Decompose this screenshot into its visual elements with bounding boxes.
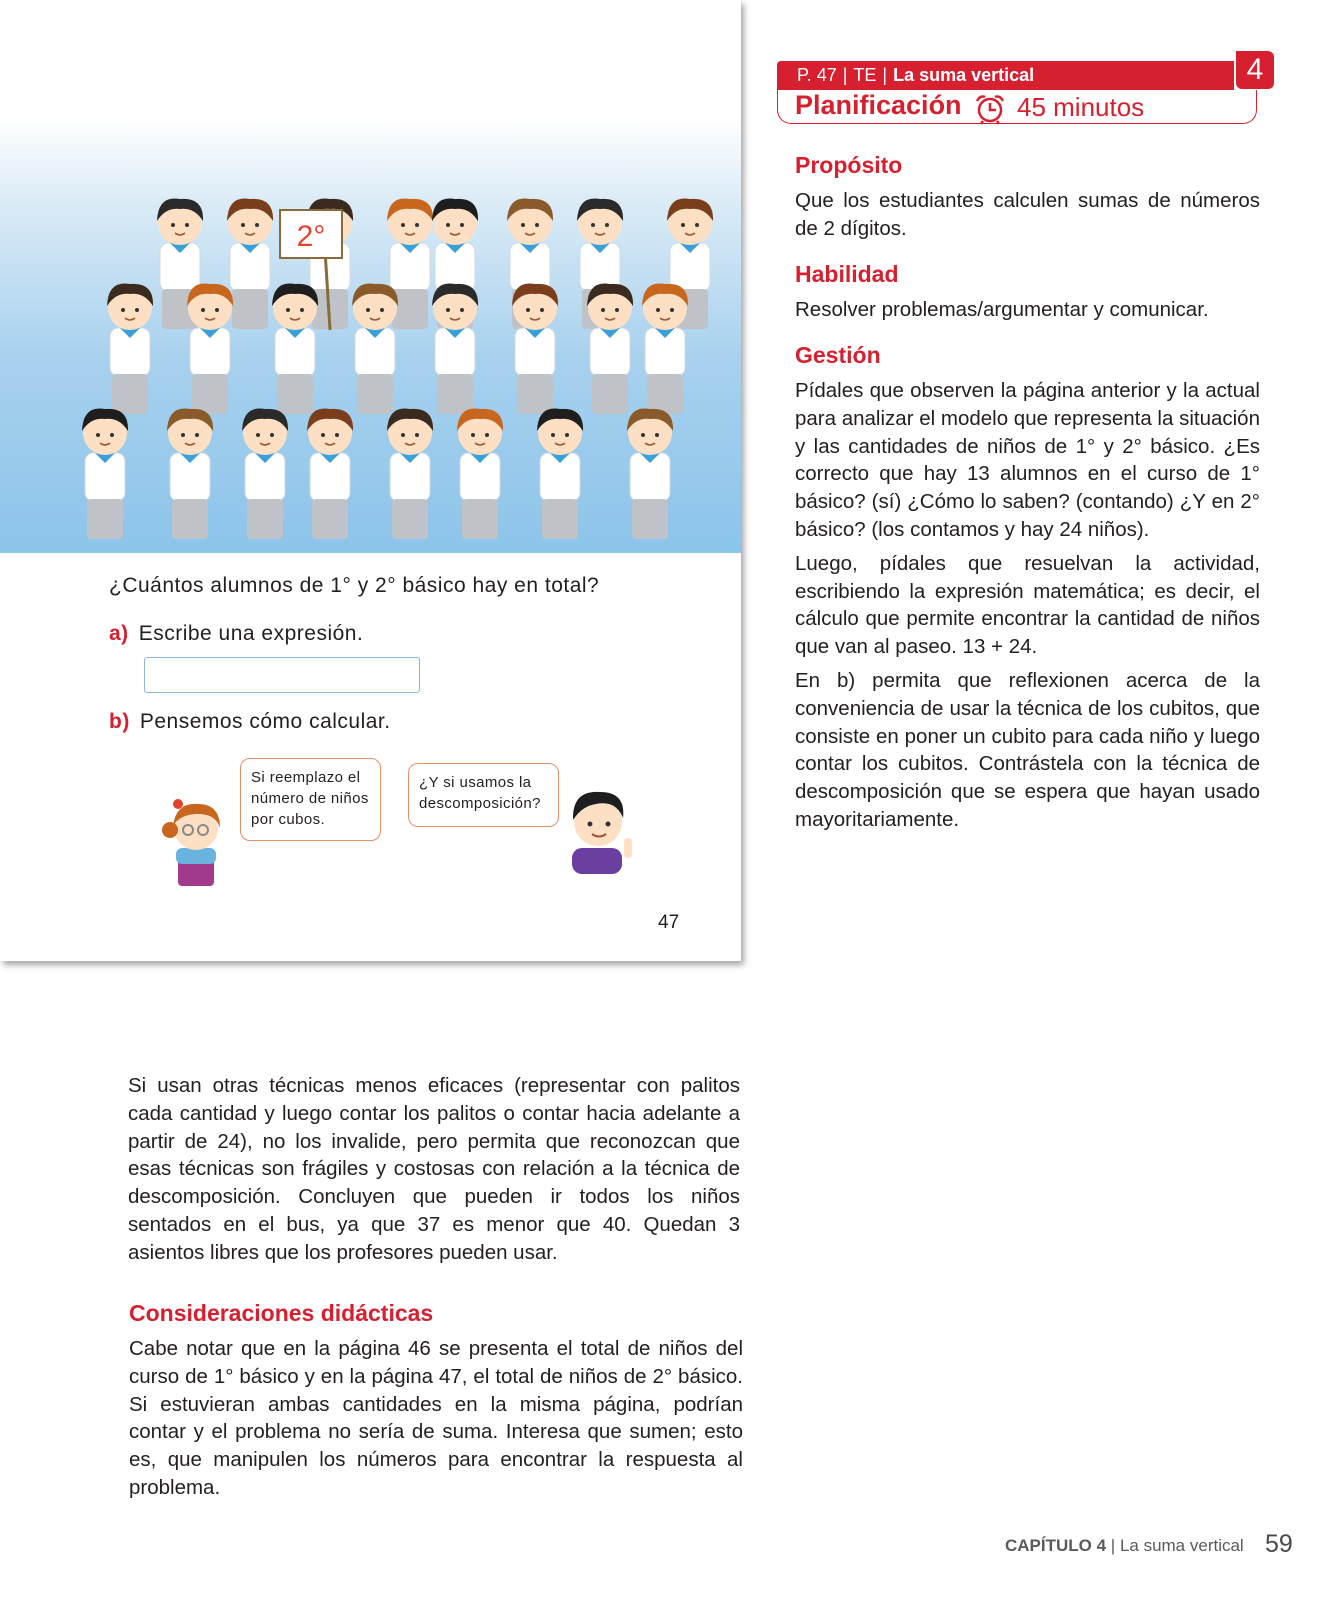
planning-title: Planificación <box>795 90 962 120</box>
edition-label: TE <box>853 65 877 85</box>
footer-chapter-title: La suma vertical <box>1119 1536 1244 1555</box>
child-figure <box>512 283 558 414</box>
habilidad-text: Resolver problemas/argumentar y comunicar. <box>795 298 1209 321</box>
proposito-text: Que los estudiantes calculen sumas de números de 2 dígitos. <box>795 189 1260 240</box>
item-a-label: a) <box>109 622 129 645</box>
child-figure <box>272 283 318 414</box>
child-figure <box>352 283 398 414</box>
item-b-label: b) <box>109 710 130 733</box>
speech-bubble-cubes: Si reemplazo el número de niños por cubos. <box>240 758 381 841</box>
child-figure <box>537 408 583 539</box>
student-book-page <box>0 0 741 961</box>
child-figure <box>227 198 273 329</box>
footer-chapter-label: CAPÍTULO 4 <box>1005 1536 1107 1555</box>
consideraciones-text: Cabe notar que en la página 46 se presenta el total de niños del curso de 1° básico y en la página 47, el total de niños de 2° básico. Si estuvieran ambas cantidades en la misma página, podrían contar y el problema no sería de suma. Interesa que sumen; esto es, que manipulen los números para encontrar la respuesta al problema. <box>129 1337 743 1499</box>
item-b-text: Pensemos cómo calcular. <box>139 710 391 733</box>
habilidad-title: Habilidad <box>795 261 899 287</box>
item-a <box>109 622 363 646</box>
boy-character-image <box>560 778 650 878</box>
consideraciones-title: Consideraciones didácticas <box>129 1300 434 1326</box>
item-b <box>109 710 391 734</box>
child-figure <box>627 408 673 539</box>
girl-character-image <box>140 790 240 890</box>
speech-bubble-decomposition: ¿Y si usamos la descomposición? <box>408 763 559 827</box>
child-figure <box>457 408 503 539</box>
planning-duration: 45 minutos <box>1017 92 1145 122</box>
lesson-header-bar: P. 47 | TE | La suma vertical <box>777 61 1234 90</box>
child-figure <box>107 283 153 414</box>
chapter-tab: 4 <box>1236 51 1274 89</box>
child-figure <box>387 408 433 539</box>
child-figure <box>432 283 478 414</box>
child-figure <box>187 283 233 414</box>
child-figure <box>167 408 213 539</box>
grade-sign-label: 2° <box>296 220 326 253</box>
book-question: ¿Cuántos alumnos de 1° y 2° básico hay en total? <box>109 574 600 597</box>
child-figure <box>242 408 288 539</box>
lesson-title: La suma vertical <box>893 65 1035 85</box>
page-footer: CAPÍTULO 4 | La suma vertical <box>1005 1536 1244 1555</box>
child-figure <box>642 283 688 414</box>
gestion-paragraph-1: Pídales que observen la página anterior y la actual para analizar el modelo que representa la situación y las cantidades de niños de 1° y 2° básico. ¿Es correcto que hay 13 alumnos en el curso de 1° básico? (sí) ¿Cómo lo saben? (contando) ¿Y en 2° básico? (los contamos y hay 24 niños). <box>795 379 1260 541</box>
item-a-text: Escribe una expresión. <box>138 622 364 645</box>
answer-input-box[interactable] <box>144 657 420 693</box>
alarm-clock-icon <box>974 93 1006 125</box>
gestion-title: Gestión <box>795 342 881 368</box>
gestion-text <box>795 377 1260 840</box>
book-page-number: 47 <box>658 912 680 933</box>
children-group-image <box>0 120 741 553</box>
child-figure <box>307 408 353 539</box>
child-figure <box>82 408 128 539</box>
footer-page-number: 59 <box>1265 1530 1293 1558</box>
page-reference: P. 47 <box>797 65 837 85</box>
proposito-title: Propósito <box>795 152 903 178</box>
gestion-paragraph-2: Luego, pídales que resuelvan la actividad, escribiendo la expresión matemática; es decir, el cálculo que permite encontrar la cantidad de niños que van al paseo. 13 + 24. <box>795 551 1260 659</box>
students-illustration <box>0 120 741 553</box>
bottom-paragraph: Si usan otras técnicas menos eficaces (representar con palitos cada cantidad y luego contar los palitos o contar hacia adelante a partir de 24), no los invalide, pero permita que reconozcan que esas técnicas son frágiles y costosas con relación a la técnica de descomposición. Concluyen que pueden ir todos los niños sentados en el bus, ya que 37 es menor que 40. Quedan 3 asientos libres que los profesores pueden usar. <box>128 1074 740 1264</box>
child-figure <box>587 283 633 414</box>
gestion-paragraph-3: En b) permita que reflexionen acerca de la conveniencia de usar la técnica de los cubitos, que consiste en poner un cubito para cada niño y luego contar los cubitos. Contrástela con la técnica de descomposición que se espera que hayan usado mayoritariamente. <box>795 668 1260 831</box>
